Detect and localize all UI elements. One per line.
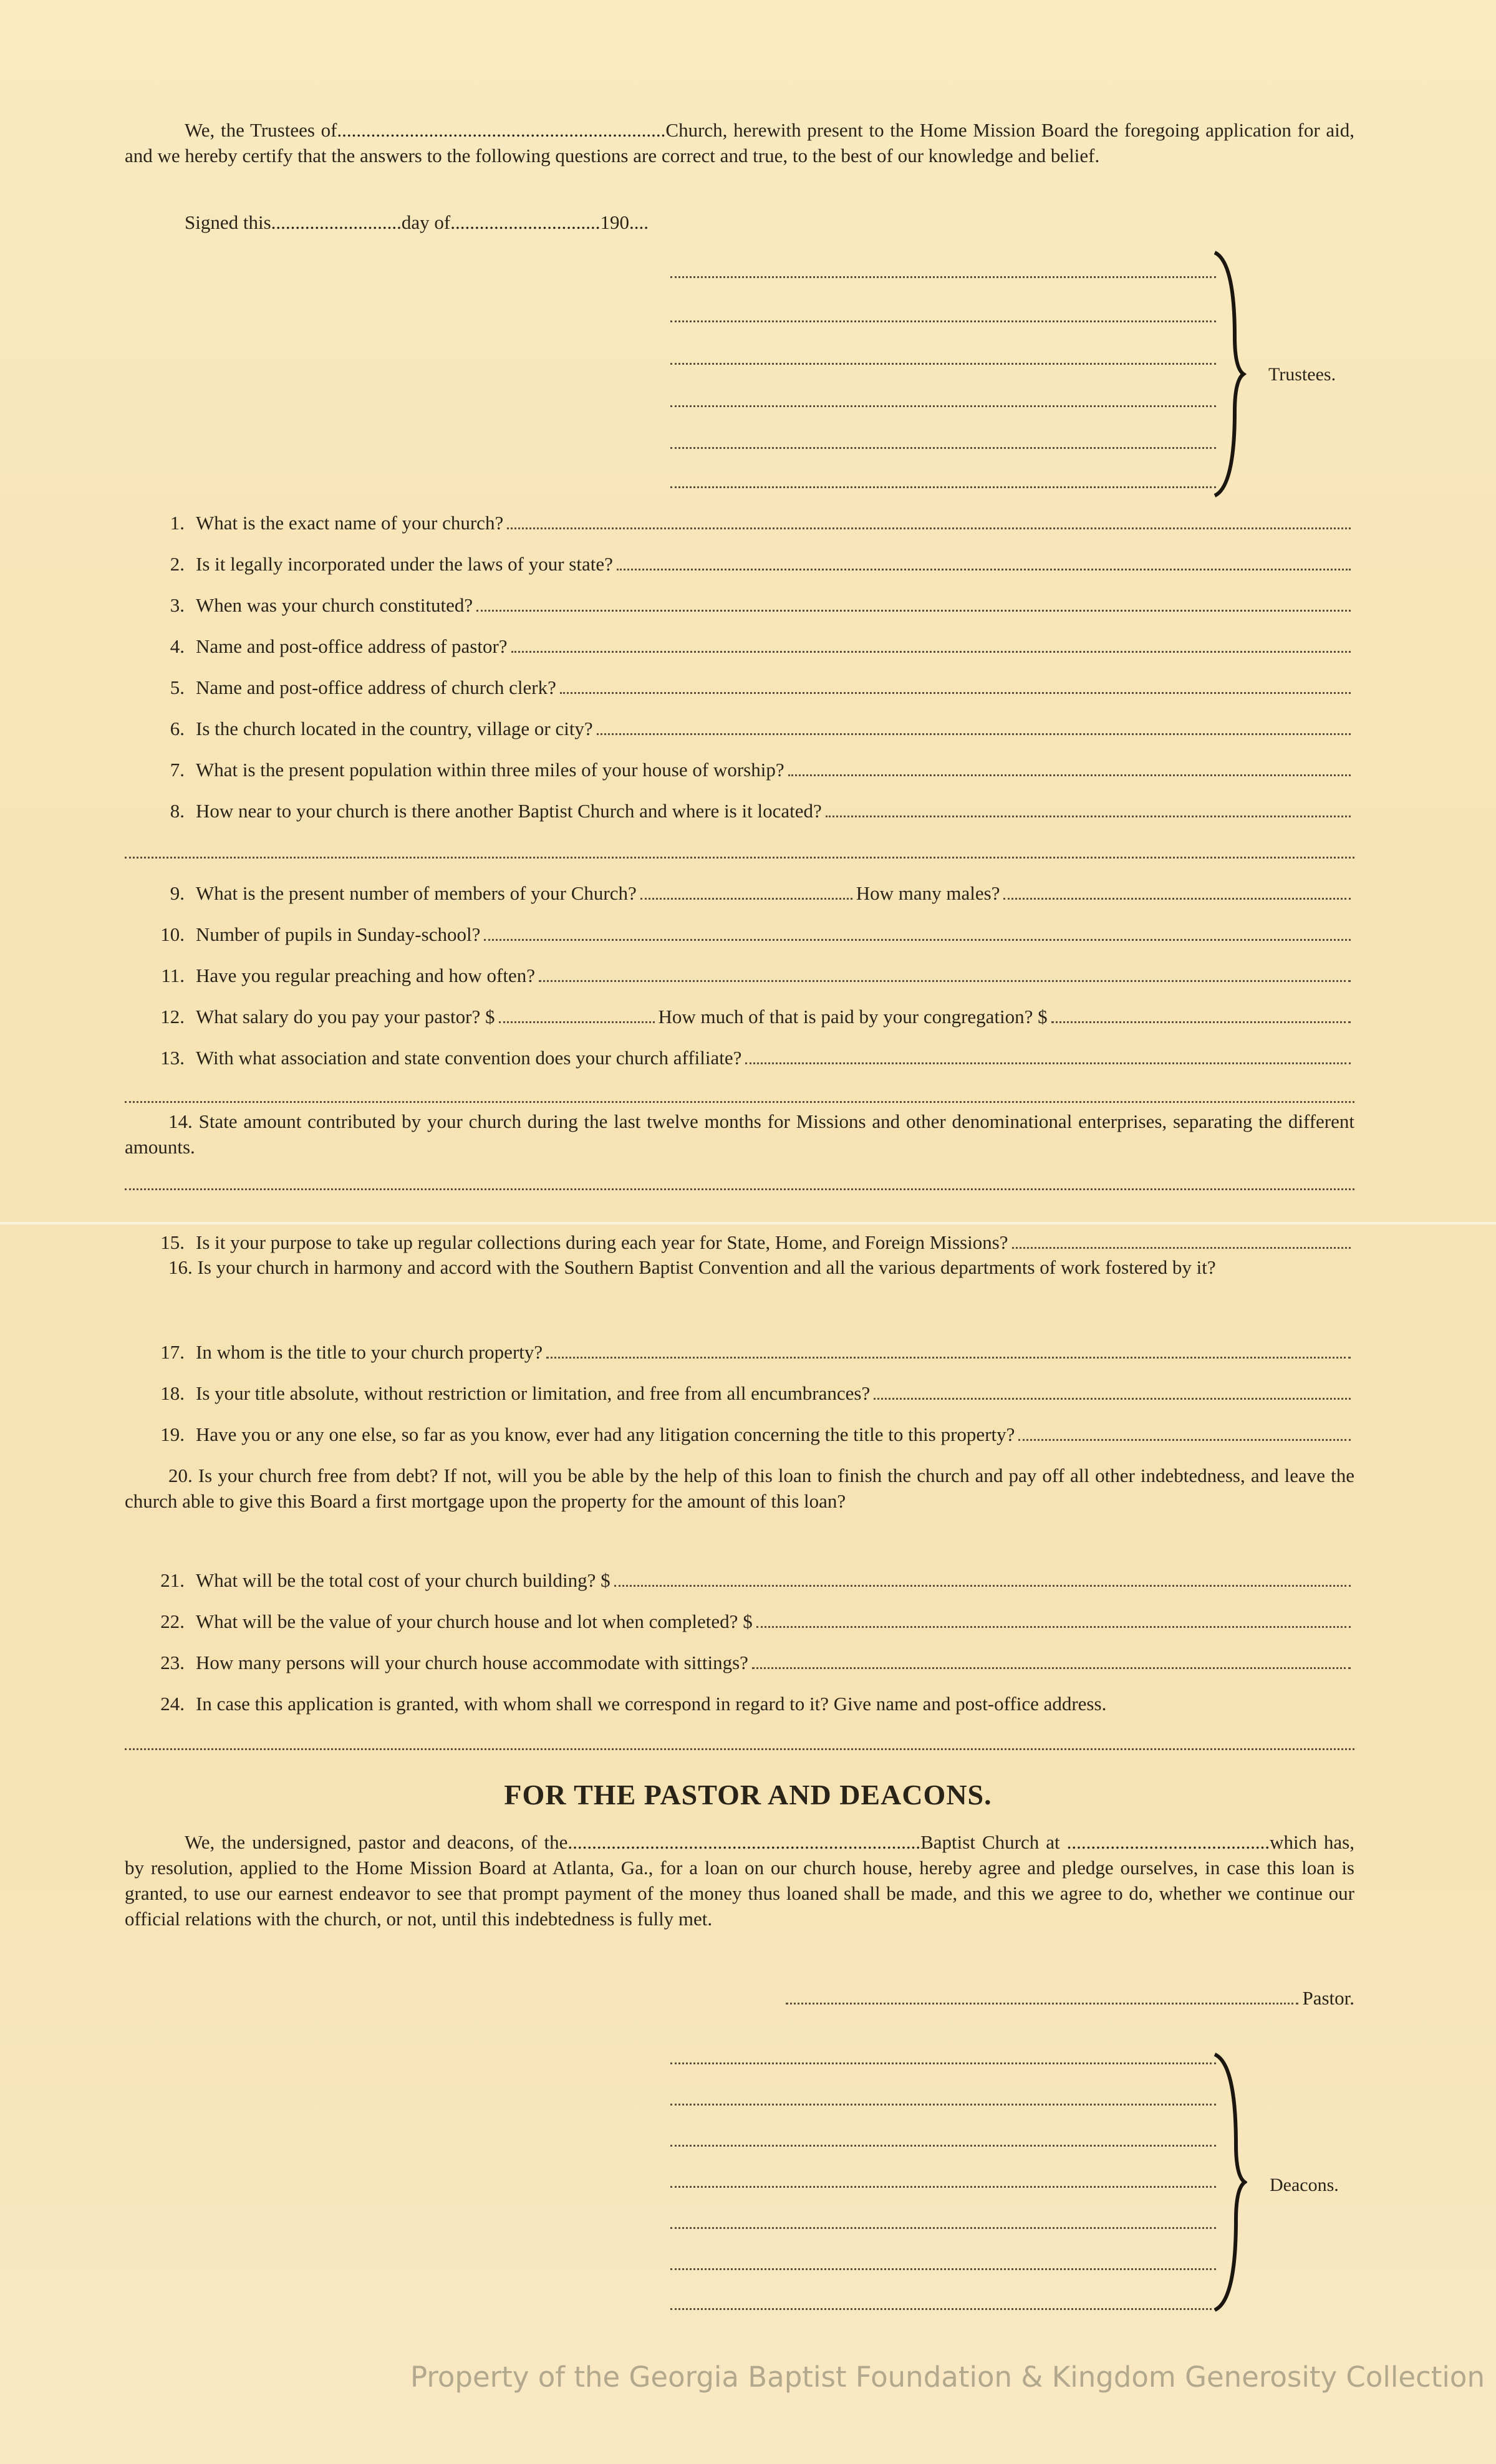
deacons-label: Deacons. (1270, 2175, 1339, 2195)
question-9: 9. What is the present number of members of your Church? How many males? (125, 880, 1354, 906)
deacon-signature-line[interactable] (670, 2062, 1216, 2064)
answer-line[interactable] (125, 1748, 1354, 1750)
pastor-signature: Pastor. (786, 1985, 1354, 2011)
fold-crease (0, 1222, 1496, 1225)
deacon-signature-line[interactable] (670, 2227, 1216, 2229)
answer-line[interactable] (125, 1188, 1354, 1190)
collection-watermark: Property of the Georgia Baptist Foundation & Kingdom Generosity Collection (410, 2361, 1485, 2394)
trustees-certification: We, the Trustees of....................................................................Church, herewith present to the Home Mission Board the foregoing application for aid, and we hereby certify that the answers to the following questions are correct and true, to the best of our knowledge and belief. (125, 119, 1354, 166)
deacon-signature-line[interactable] (670, 2104, 1216, 2105)
question-6: 6. Is the church located in the country, village or city? (125, 716, 1354, 741)
question-22: 22. What will be the value of your church house and lot when completed? $ (125, 1609, 1354, 1634)
trustee-signature-line[interactable] (670, 405, 1216, 407)
question-3: 3. When was your church constituted? (125, 592, 1354, 618)
question-7: 7. What is the present population within three miles of your house of worship? (125, 757, 1354, 782)
trustees-label: Trustees. (1268, 364, 1336, 385)
question-10: 10. Number of pupils in Sunday-school? (125, 922, 1354, 947)
question-8: 8. How near to your church is there another Baptist Church and where is it located? (125, 798, 1354, 824)
question-14: 14. State amount contributed by your church during the last twelve months for Missions and other denominational enterprises, separating the different amounts. (125, 1110, 1355, 1158)
answer-line[interactable] (125, 1101, 1354, 1103)
question-1: 1. What is the exact name of your church? (125, 510, 1354, 536)
trustee-signature-line[interactable] (670, 486, 1216, 488)
trustee-signature-line[interactable] (670, 363, 1216, 365)
question-13: 13. With what association and state convention does your church affiliate? (125, 1045, 1354, 1071)
deacon-signature-line[interactable] (670, 2145, 1216, 2147)
question-24: 24. In case this application is granted, with whom shall we correspond in regard to it? Give name and post-office address. (160, 1693, 1107, 1715)
trustee-signature-line[interactable] (670, 276, 1216, 278)
trustee-signature-line[interactable] (670, 320, 1216, 322)
deacon-signature-line[interactable] (670, 2268, 1216, 2270)
question-2: 2. Is it legally incorporated under the laws of your state? (125, 551, 1354, 577)
question-11: 11. Have you regular preaching and how often? (125, 963, 1354, 988)
trustees-brace (1210, 249, 1247, 499)
question-5: 5. Name and post-office address of church clerk? (125, 675, 1354, 700)
answer-line[interactable] (125, 857, 1354, 859)
question-18: 18. Is your title absolute, without restriction or limitation, and free from all encumbrances? (125, 1380, 1354, 1406)
question-19: 19. Have you or any one else, so far as you know, ever had any litigation concerning the title to this property? (125, 1422, 1354, 1447)
question-12: 12. What salary do you pay your pastor? $ How much of that is paid by your congregation? $ (125, 1004, 1354, 1029)
question-4: 4. Name and post-office address of pastor? (125, 633, 1354, 659)
question-16: 16. Is your church in harmony and accord with the Southern Baptist Convention and all the various departments of work fostered by it? (168, 1256, 1216, 1278)
question-21: 21. What will be the total cost of your church building? $ (125, 1567, 1354, 1593)
question-20: 20. Is your church free from debt? If not, will you be able by the help of this loan to finish the church and pay off all other indebtedness, and leave the church able to give this Board a first mortgage upon the property for the amount of this loan? (125, 1465, 1355, 1512)
deacon-signature-line[interactable] (670, 2186, 1216, 2188)
question-17: 17. In whom is the title to your church property? (125, 1339, 1354, 1365)
section-heading: FOR THE PASTOR AND DEACONS. (504, 1779, 992, 1811)
question-15: 15. Is it your purpose to take up regular collections during each year for State, Home, and Foreign Missions? (125, 1230, 1354, 1255)
deacons-brace (1210, 2051, 1247, 2313)
deacon-signature-line[interactable] (670, 2308, 1216, 2310)
signed-date-line: Signed this...........................day of...............................190.... (185, 211, 649, 233)
pastor-deacons-pledge: We, the undersigned, pastor and deacons, of the.........................................................................Baptist Church at ..........................................which has, by resolution, applied to the Home Mission Board at Atlanta, Ga., for a loan on our church house, hereby agree and pledge ourselves, in case this loan is granted, to use our earnest endeavor to see that prompt payment of the money thus loaned shall be made, and this we agree to do, whether we continue our official relations with the church, or not, until this indebtedness is fully met. (125, 1831, 1354, 1930)
question-23: 23. How many persons will your church house accommodate with sittings? (125, 1650, 1354, 1675)
trustee-signature-line[interactable] (670, 447, 1216, 449)
